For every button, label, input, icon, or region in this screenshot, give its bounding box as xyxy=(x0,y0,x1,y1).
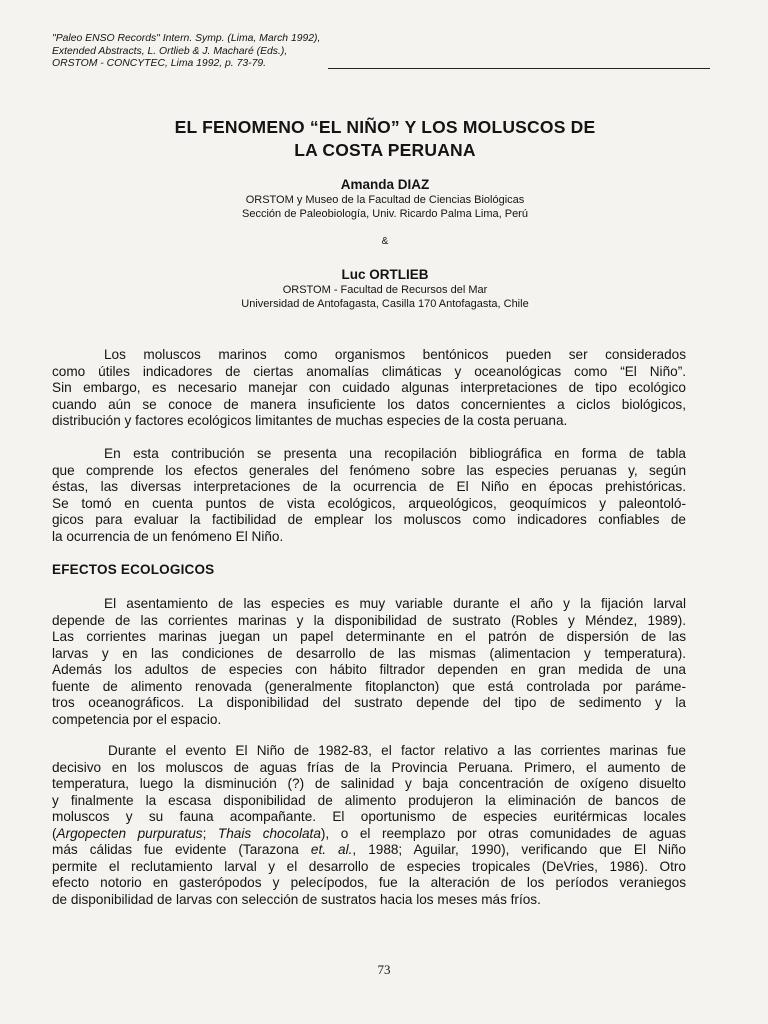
text-line: como útiles indicadores de ciertas anomalías climáticas y oceanológicas como “El Niño”. xyxy=(52,363,686,379)
section-heading-text: EFECTOS ECOLOGICOS xyxy=(52,562,215,577)
text-line: permite el reclutamiento larval y el desarrollo de especies tropicales (DeVries, 1986). Otro xyxy=(52,858,686,874)
paragraph-3 xyxy=(52,596,686,728)
author-2-affiliation-2: Universidad de Antofagasta, Casilla 170 Antofagasta, Chile xyxy=(241,298,529,310)
citation-header xyxy=(52,33,672,71)
text-line: tros oceanográficos. La disponibilidad del sustrato depende del tipo de sedimento y la xyxy=(52,695,686,710)
text-fragment: ), o el reemplazo por otras comunidades de aguas xyxy=(320,825,687,841)
text-line: Las corrientes marinas juegan un papel determinante en el patrón de dispersión de las xyxy=(52,629,686,644)
text-line: que comprende los efectos generales del fenómeno sobre las especies peruanas y, según xyxy=(52,462,686,478)
species-name-argopecten: Argopecten purpuratus xyxy=(56,825,203,841)
section-heading-efectos xyxy=(52,562,686,578)
text-line: decisivo en los moluscos de aguas frías de la Provincia Peruana. Primero, el aumento de xyxy=(52,759,686,775)
text-line: éstas, las diversas interpretaciones de la ocurrencia de El Niño en épocas prehistóricas. xyxy=(52,479,686,494)
text-line: competencia por el espacio. xyxy=(52,711,222,727)
author-2-block xyxy=(52,267,718,311)
header-rule xyxy=(328,68,710,69)
title-line-1: EL FENOMENO “EL NIÑO” Y LOS MOLUSCOS DE xyxy=(174,117,596,137)
text-line: gicos para evaluar la factibilidad de emplear los moluscos como indicadores confiables de xyxy=(52,512,686,527)
text-line: moluscos y su fauna acompañante. El oportunismo de especies euritérmicas locales xyxy=(52,809,686,824)
text-line: la ocurrencia de un fenómeno El Niño. xyxy=(52,528,284,544)
author-2-affiliation-1: ORSTOM - Facultad de Recursos del Mar xyxy=(282,284,488,296)
text-line: En esta contribución se presenta una recopilación bibliográfica en forma de tabla xyxy=(104,446,686,461)
text-line: Se tomó en cuenta puntos de vista ecológicos, arqueológicos, geoquímicos y paleontoló- xyxy=(52,495,686,511)
text-line: fuente de alimento renovada (generalmente fitoplancton) que está controlada por paráme- xyxy=(52,678,686,694)
text-line: cuando aún se conoce de manera insuficiente los datos concernientes a ciclos biológicos, xyxy=(52,396,686,412)
species-name-thais: Thais chocolata xyxy=(217,825,321,841)
author-1-affiliation-1: ORSTOM y Museo de la Facultad de Ciencias Biológicas xyxy=(245,194,525,206)
text-fragment: ; xyxy=(202,825,218,841)
text-line: y finalmente la escasa disponibilidad de alimento produjeron la eliminación de bancos de xyxy=(52,792,686,808)
text-line: Sin embargo, es necesario manejar con cuidado algunas interpretaciones de tipo ecológico xyxy=(52,380,686,395)
paragraph-4 xyxy=(52,743,686,908)
ampersand-text: & xyxy=(381,236,389,247)
text-line: de disponibilidad de larvas con selección de sustratos hacia los meses más fríos. xyxy=(52,891,541,907)
title-line-2: LA COSTA PERUANA xyxy=(294,140,476,160)
citation-line-3: ORSTOM - CONCYTEC, Lima 1992, p. 73-79. xyxy=(52,58,267,69)
text-line: larvas y en las condiciones de desarrollo de las mismas (alimentacion y temperatura). xyxy=(52,645,686,661)
page-number: 73 xyxy=(377,962,391,977)
text-line: distribución y factores ecológicos limitantes de muchas especies de la costa peruana. xyxy=(52,413,568,428)
text-line-species xyxy=(52,826,686,843)
text-line: Durante el evento El Niño de 1982-83, el factor relativo a las corrientes marinas fue xyxy=(108,743,686,758)
text-line: El asentamiento de las especies es muy variable durante el año y la fijación larval xyxy=(104,596,686,611)
text-line: efecto notorio en gasterópodos y pelecípodos, fue la alteración de los períodos veraniegos xyxy=(52,875,686,890)
et-al: et. al. xyxy=(310,842,353,857)
paper-title xyxy=(52,116,718,162)
citation-line-2: Extended Abstracts, L. Ortlieb & J. Macharé (Eds.), xyxy=(52,45,288,57)
text-line: Los moluscos marinos como organismos bentónicos pueden ser considerados xyxy=(104,347,686,362)
text-line: depende de las corrientes marinas y la disponibilidad de sustrato (Robles y Méndez, 1989). xyxy=(52,612,686,628)
text-line-citation xyxy=(52,842,686,859)
text-fragment: más cálidas fue evidente (Tarazona xyxy=(52,842,311,857)
author-2-name: Luc ORTLIEB xyxy=(341,267,429,282)
text-line: Además los adultos de especies con hábito filtrador dependen en gran medida de una xyxy=(52,662,686,677)
citation-line-1: "Paleo ENSO Records" Intern. Symp. (Lima, March 1992), xyxy=(52,33,321,44)
author-1-block xyxy=(52,177,718,221)
ampersand xyxy=(52,236,718,248)
text-line: temperatura, luego la disminución (?) de salinidad y baja concentración de oxígeno disuelto xyxy=(52,776,686,791)
text-fragment: ( xyxy=(52,825,57,841)
paragraph-1 xyxy=(52,347,686,430)
author-1-affiliation-2: Sección de Paleobiología, Univ. Ricardo Palma Lima, Perú xyxy=(242,208,528,220)
paragraph-2 xyxy=(52,446,686,545)
author-1-name: Amanda DIAZ xyxy=(340,177,430,192)
text-fragment: , 1988; Aguilar, 1990), verificando que El Niño xyxy=(352,842,686,857)
